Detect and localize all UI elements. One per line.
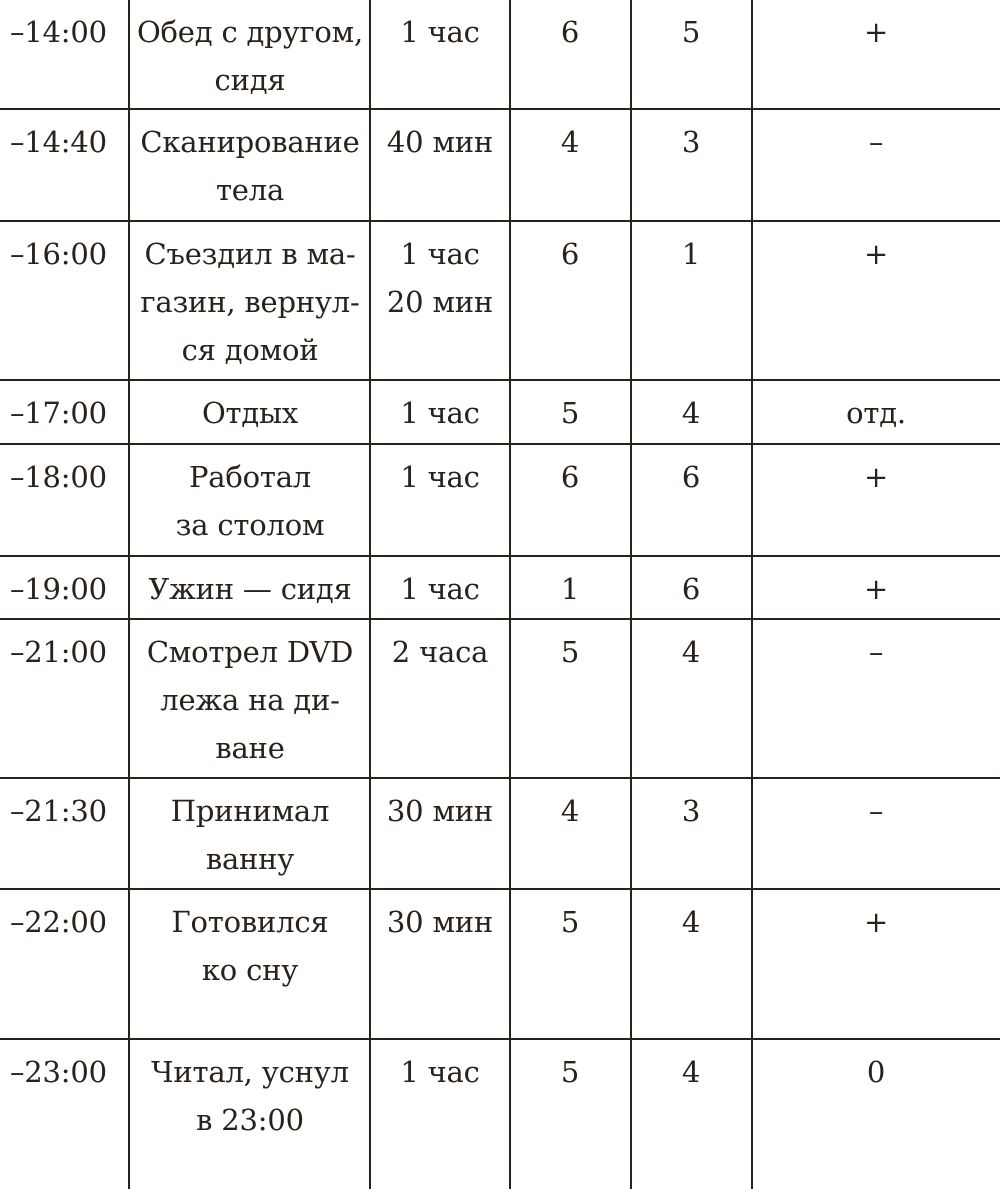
time-cell: –22:00 bbox=[10, 905, 107, 939]
time-cell: –16:00 bbox=[10, 237, 107, 271]
score-b-cell: 3 bbox=[681, 794, 701, 828]
score-a-cell: 5 bbox=[560, 1055, 580, 1089]
score-b-cell: 4 bbox=[681, 1055, 701, 1089]
score-b-cell: 6 bbox=[681, 460, 701, 494]
time-cell: –21:30 bbox=[10, 794, 107, 828]
score-a-cell: 6 bbox=[560, 237, 580, 271]
activity-cell: Готовился ко сну bbox=[171, 905, 329, 987]
activity-cell: Съездил в ма- газин, вернул- ся домой bbox=[140, 237, 360, 367]
score-b-cell: 4 bbox=[681, 396, 701, 430]
score-a-cell: 5 bbox=[560, 905, 580, 939]
row-divider bbox=[0, 220, 1000, 222]
mark-cell: 0 bbox=[866, 1055, 886, 1089]
score-a-cell: 4 bbox=[560, 125, 580, 159]
mark-cell: + bbox=[863, 460, 889, 494]
activity-cell: Отдых bbox=[201, 396, 299, 430]
score-b-cell: 6 bbox=[681, 572, 701, 606]
activity-cell: Принимал ванну bbox=[170, 794, 330, 876]
score-a-cell: 6 bbox=[560, 15, 580, 49]
duration-cell: 30 мин bbox=[386, 794, 494, 828]
duration-cell: 1 час bbox=[400, 460, 480, 494]
score-b-cell: 3 bbox=[681, 125, 701, 159]
duration-cell: 2 часа bbox=[391, 635, 489, 669]
duration-cell: 30 мин bbox=[386, 905, 494, 939]
score-a-cell: 5 bbox=[560, 635, 580, 669]
duration-cell: 1 час 20 мин bbox=[386, 237, 494, 319]
score-b-cell: 1 bbox=[681, 237, 701, 271]
activity-cell: Смотрел DVD лежа на ди- ване bbox=[146, 635, 354, 765]
time-cell: –23:00 bbox=[10, 1055, 107, 1089]
row-divider bbox=[0, 888, 1000, 890]
row-divider bbox=[0, 379, 1000, 381]
time-cell: –14:00 bbox=[10, 15, 107, 49]
activity-cell: Обед с другом, сидя bbox=[136, 15, 364, 97]
time-cell: –21:00 bbox=[10, 635, 107, 669]
time-cell: –19:00 bbox=[10, 572, 107, 606]
duration-cell: 40 мин bbox=[386, 125, 494, 159]
score-b-cell: 4 bbox=[681, 635, 701, 669]
mark-cell: – bbox=[868, 635, 884, 669]
time-cell: –18:00 bbox=[10, 460, 107, 494]
row-divider bbox=[0, 618, 1000, 620]
time-cell: –14:40 bbox=[10, 125, 107, 159]
score-b-cell: 4 bbox=[681, 905, 701, 939]
activity-cell: Читал, уснул в 23:00 bbox=[151, 1055, 349, 1137]
mark-cell: – bbox=[868, 125, 884, 159]
score-a-cell: 5 bbox=[560, 396, 580, 430]
mark-cell: + bbox=[863, 237, 889, 271]
mark-cell: + bbox=[863, 572, 889, 606]
mark-cell: + bbox=[863, 905, 889, 939]
score-a-cell: 1 bbox=[560, 572, 580, 606]
mark-cell: + bbox=[863, 15, 889, 49]
duration-cell: 1 час bbox=[400, 1055, 480, 1089]
row-divider bbox=[0, 555, 1000, 557]
time-cell: –17:00 bbox=[10, 396, 107, 430]
score-a-cell: 6 bbox=[560, 460, 580, 494]
row-divider bbox=[0, 108, 1000, 110]
score-b-cell: 5 bbox=[681, 15, 701, 49]
mark-cell: отд. bbox=[846, 396, 906, 430]
activity-cell: Сканирование тела bbox=[140, 125, 360, 207]
activity-cell: Работал за столом bbox=[175, 460, 325, 542]
duration-cell: 1 час bbox=[400, 15, 480, 49]
duration-cell: 1 час bbox=[400, 572, 480, 606]
mark-cell: – bbox=[868, 794, 884, 828]
row-divider bbox=[0, 777, 1000, 779]
row-divider bbox=[0, 443, 1000, 445]
activity-cell: Ужин — сидя bbox=[148, 572, 352, 606]
row-divider bbox=[0, 1038, 1000, 1040]
duration-cell: 1 час bbox=[400, 396, 480, 430]
score-a-cell: 4 bbox=[560, 794, 580, 828]
